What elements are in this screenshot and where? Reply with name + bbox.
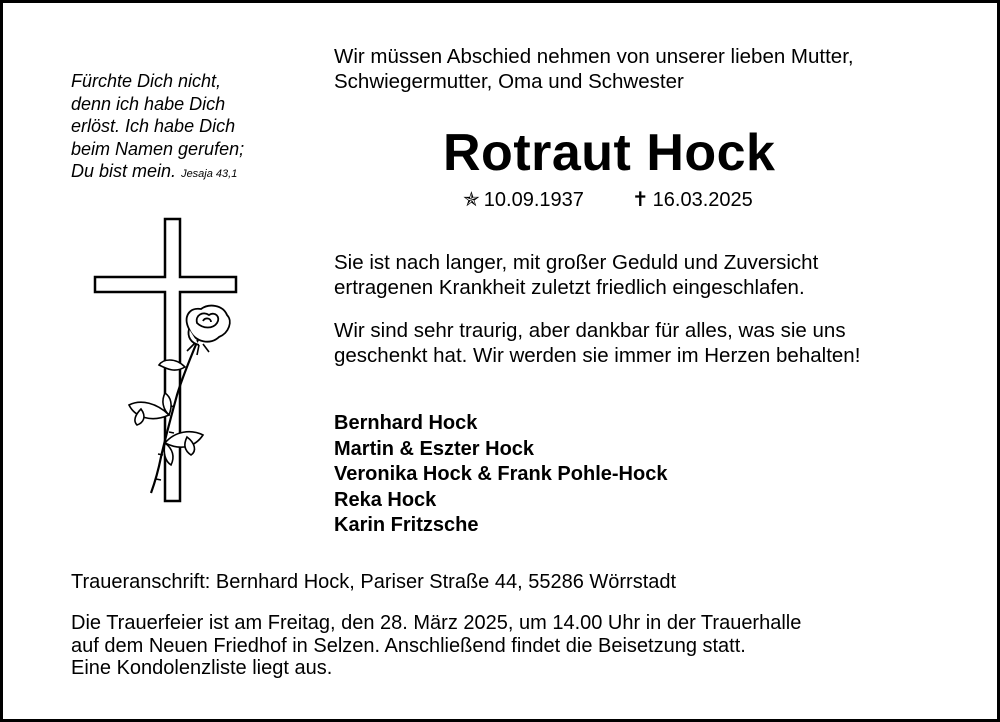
verse-source: Jesaja 43,1 — [181, 168, 238, 180]
family-member: Bernhard Hock — [334, 412, 478, 434]
paragraph-line: Wir sind sehr traurig, aber dankbar für alles, was sie uns — [334, 319, 846, 342]
ceremony-line: Die Trauerfeier ist am Freitag, den 28. März 2025, um 14.00 Uhr in der Trauerhalle — [71, 612, 802, 634]
family-member: Reka Hock — [334, 488, 437, 511]
ceremony-info — [71, 612, 801, 680]
birth-star-icon: ✯ — [463, 189, 480, 211]
verse-line: erlöst. Ich habe Dich — [71, 116, 236, 136]
family-member: Martin & Eszter Hock — [334, 437, 535, 460]
verse-line — [71, 160, 244, 186]
mourning-address: Traueranschrift: Bernhard Hock, Pariser Straße 44, 55286 Wörrstadt — [71, 571, 677, 593]
paragraph-line: ertragenen Krankheit zuletzt friedlich eingeschlafen. — [334, 275, 805, 299]
deceased-name: Rotraut Hock — [443, 124, 776, 182]
intro-line: Wir müssen Abschied nehmen von unserer lieben Mutter, — [334, 45, 854, 68]
paragraph-line: Sie ist nach langer, mit großer Geduld und Zuversicht — [334, 251, 819, 274]
death-date: 16.03.2025 — [652, 189, 753, 211]
ceremony-line: auf dem Neuen Friedhof in Selzen. Anschließend findet die Beisetzung statt. — [71, 634, 746, 657]
bible-verse — [71, 70, 244, 186]
family-list — [334, 411, 667, 539]
paragraph-line: geschenkt hat. Wir werden sie immer im Herzen behalten! — [334, 343, 861, 367]
intro-line: Schwiegermutter, Oma und Schwester — [334, 69, 684, 93]
birth-date: 10.09.1937 — [483, 189, 584, 211]
paragraph-gratitude — [334, 319, 860, 368]
verse-last-line: Du bist mein. — [71, 161, 177, 181]
cross-with-rose-icon — [91, 217, 241, 507]
intro-text — [334, 45, 854, 94]
family-member: Veronika Hock & Frank Pohle-Hock — [334, 463, 668, 485]
verse-line: Fürchte Dich nicht, — [71, 71, 222, 91]
death-cross-icon: ✝ — [631, 189, 649, 211]
ceremony-line: Eine Kondolenzliste liegt aus. — [71, 657, 333, 679]
verse-line: beim Namen gerufen; — [71, 138, 245, 159]
verse-line: denn ich habe Dich — [71, 93, 226, 114]
paragraph-illness — [334, 251, 818, 300]
life-dates — [463, 188, 753, 212]
family-member: Karin Fritzsche — [334, 514, 479, 536]
